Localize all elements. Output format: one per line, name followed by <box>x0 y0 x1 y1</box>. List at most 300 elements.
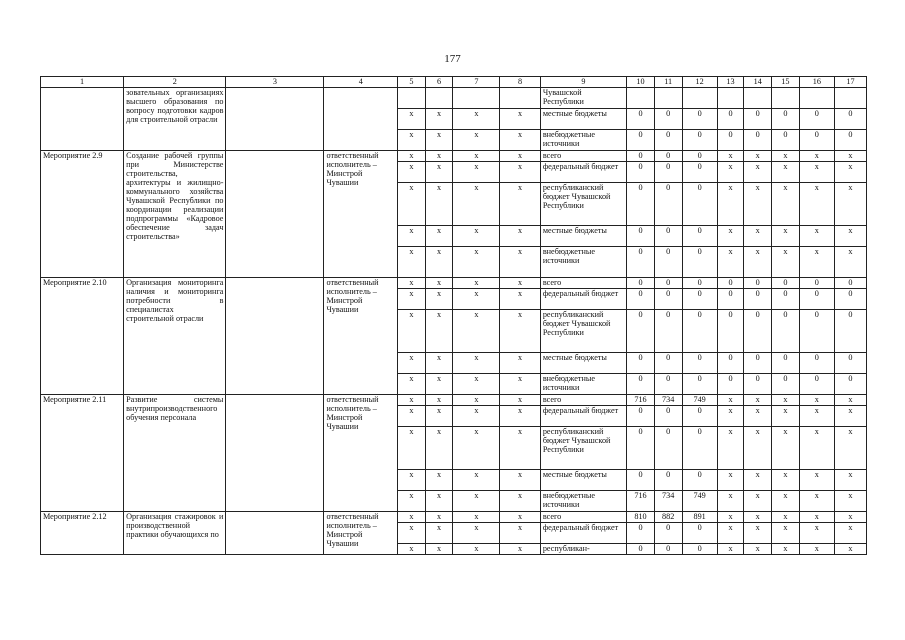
value-cell: 0 <box>682 310 717 353</box>
value-cell: x <box>799 512 834 523</box>
table-row <box>41 151 867 162</box>
column-header: 6 <box>425 77 453 88</box>
measure-title: Развитие системы внутрипроизводственного обучения персонала <box>124 395 226 512</box>
value-cell: 0 <box>682 406 717 427</box>
value-cell <box>834 88 866 109</box>
value-cell: 0 <box>654 183 682 226</box>
value-cell: 0 <box>682 247 717 278</box>
funding-source: федеральный бюджет <box>540 406 626 427</box>
column-header: 17 <box>834 77 866 88</box>
value-cell: x <box>772 512 800 523</box>
code-cell: x <box>500 130 541 151</box>
table-row <box>41 395 867 406</box>
code-cell: x <box>453 406 500 427</box>
value-cell: x <box>834 183 866 226</box>
value-cell: x <box>717 162 744 183</box>
value-cell: x <box>717 491 744 512</box>
value-cell: 0 <box>772 130 800 151</box>
code-cell: x <box>453 395 500 406</box>
value-cell: x <box>772 151 800 162</box>
measure-executor: ответственный исполнитель – Минстрой Чувашии <box>324 151 398 278</box>
code-cell: x <box>453 523 500 544</box>
value-cell <box>627 88 655 109</box>
value-cell: 0 <box>654 162 682 183</box>
value-cell: 0 <box>627 162 655 183</box>
code-cell: x <box>425 226 453 247</box>
code-cell: x <box>500 353 541 374</box>
value-cell: x <box>717 247 744 278</box>
measure-column-3 <box>226 395 324 512</box>
code-cell: x <box>453 183 500 226</box>
column-header: 16 <box>799 77 834 88</box>
value-cell: 0 <box>682 226 717 247</box>
value-cell: 0 <box>627 130 655 151</box>
value-cell: 0 <box>799 310 834 353</box>
code-cell <box>398 88 426 109</box>
table-row <box>41 278 867 289</box>
code-cell <box>453 88 500 109</box>
code-cell: x <box>398 130 426 151</box>
code-cell: x <box>425 491 453 512</box>
value-cell: 0 <box>799 289 834 310</box>
measure-executor <box>324 88 398 151</box>
value-cell: 0 <box>627 353 655 374</box>
code-cell: x <box>425 310 453 353</box>
code-cell: x <box>453 289 500 310</box>
value-cell: 0 <box>744 278 772 289</box>
funding-source: федеральный бюджет <box>540 289 626 310</box>
code-cell: x <box>398 491 426 512</box>
value-cell: 0 <box>627 544 655 555</box>
value-cell: x <box>717 512 744 523</box>
column-header: 4 <box>324 77 398 88</box>
value-cell: 0 <box>627 523 655 544</box>
measure-title: зовательных организациях высшего образования по вопросу подготовки кадров для строительной отрасли <box>124 88 226 151</box>
value-cell: 0 <box>772 278 800 289</box>
value-cell: 0 <box>834 353 866 374</box>
measure-column-3 <box>226 278 324 395</box>
value-cell: 0 <box>799 353 834 374</box>
code-cell: x <box>398 374 426 395</box>
code-cell: x <box>500 395 541 406</box>
value-cell: 0 <box>627 278 655 289</box>
code-cell: x <box>500 427 541 470</box>
funding-source: всего <box>540 151 626 162</box>
value-cell: 0 <box>654 151 682 162</box>
value-cell: 734 <box>654 395 682 406</box>
value-cell: x <box>717 395 744 406</box>
code-cell: x <box>453 427 500 470</box>
code-cell: x <box>425 130 453 151</box>
value-cell: x <box>717 183 744 226</box>
value-cell: 0 <box>654 310 682 353</box>
value-cell: 0 <box>834 289 866 310</box>
funding-source: всего <box>540 278 626 289</box>
code-cell: x <box>453 470 500 491</box>
code-cell: x <box>500 151 541 162</box>
value-cell: 0 <box>834 278 866 289</box>
value-cell: x <box>834 226 866 247</box>
code-cell: x <box>398 226 426 247</box>
measure-executor: ответственный исполнитель – Минстрой Чувашии <box>324 278 398 395</box>
code-cell: x <box>398 310 426 353</box>
code-cell: x <box>425 544 453 555</box>
measure-name: Мероприятие 2.9 <box>41 151 124 278</box>
code-cell: x <box>425 470 453 491</box>
column-header: 5 <box>398 77 426 88</box>
code-cell: x <box>398 247 426 278</box>
value-cell: 0 <box>627 406 655 427</box>
value-cell: x <box>772 395 800 406</box>
code-cell: x <box>425 247 453 278</box>
value-cell: 0 <box>654 427 682 470</box>
value-cell: x <box>744 395 772 406</box>
value-cell: 0 <box>799 374 834 395</box>
value-cell: 734 <box>654 491 682 512</box>
measure-name <box>41 88 124 151</box>
value-cell: x <box>772 247 800 278</box>
value-cell: 0 <box>682 278 717 289</box>
value-cell: x <box>717 226 744 247</box>
value-cell <box>772 88 800 109</box>
value-cell: 0 <box>717 310 744 353</box>
code-cell: x <box>425 406 453 427</box>
value-cell: 0 <box>834 374 866 395</box>
value-cell: 0 <box>654 278 682 289</box>
value-cell: 0 <box>682 353 717 374</box>
column-header: 1 <box>41 77 124 88</box>
value-cell: 716 <box>627 491 655 512</box>
page-number: 177 <box>444 53 461 65</box>
column-header: 7 <box>453 77 500 88</box>
code-cell: x <box>398 395 426 406</box>
value-cell: 0 <box>744 109 772 130</box>
code-cell: x <box>453 226 500 247</box>
code-cell: x <box>425 183 453 226</box>
value-cell: x <box>799 162 834 183</box>
value-cell: x <box>744 470 772 491</box>
value-cell: 0 <box>682 109 717 130</box>
funding-source: республиканский бюджет Чувашской Республики <box>540 310 626 353</box>
funding-source: федеральный бюджет <box>540 523 626 544</box>
code-cell: x <box>453 130 500 151</box>
funding-source: республиканский бюджет Чувашской Республики <box>540 427 626 470</box>
code-cell: x <box>453 162 500 183</box>
value-cell: 0 <box>744 289 772 310</box>
column-header: 2 <box>124 77 226 88</box>
funding-source: федеральный бюджет <box>540 162 626 183</box>
code-cell: x <box>398 427 426 470</box>
value-cell: 0 <box>627 151 655 162</box>
code-cell: x <box>453 247 500 278</box>
code-cell: x <box>398 544 426 555</box>
value-cell: 0 <box>654 130 682 151</box>
code-cell: x <box>398 162 426 183</box>
column-header: 9 <box>540 77 626 88</box>
value-cell: 0 <box>627 427 655 470</box>
value-cell: x <box>717 523 744 544</box>
code-cell: x <box>425 109 453 130</box>
value-cell: x <box>772 162 800 183</box>
value-cell: x <box>772 470 800 491</box>
measure-column-3 <box>226 512 324 555</box>
value-cell: x <box>799 395 834 406</box>
value-cell: x <box>744 544 772 555</box>
value-cell: 0 <box>682 289 717 310</box>
value-cell: x <box>772 544 800 555</box>
code-cell: x <box>500 162 541 183</box>
value-cell: 0 <box>799 109 834 130</box>
value-cell: 0 <box>627 310 655 353</box>
value-cell: 0 <box>654 226 682 247</box>
value-cell: 0 <box>799 130 834 151</box>
value-cell: x <box>717 544 744 555</box>
value-cell: 0 <box>627 247 655 278</box>
value-cell: x <box>744 406 772 427</box>
code-cell <box>425 88 453 109</box>
value-cell: 0 <box>717 374 744 395</box>
value-cell: x <box>772 491 800 512</box>
code-cell: x <box>500 310 541 353</box>
value-cell: 0 <box>834 310 866 353</box>
value-cell: x <box>772 523 800 544</box>
funding-source: Чувашской Республики <box>540 88 626 109</box>
value-cell: x <box>799 226 834 247</box>
code-cell: x <box>500 406 541 427</box>
code-cell: x <box>453 512 500 523</box>
value-cell: 0 <box>744 310 772 353</box>
code-cell: x <box>398 278 426 289</box>
value-cell: 0 <box>682 427 717 470</box>
code-cell: x <box>500 278 541 289</box>
value-cell: 716 <box>627 395 655 406</box>
value-cell: 0 <box>654 406 682 427</box>
funding-source: местные бюджеты <box>540 226 626 247</box>
value-cell: 0 <box>654 353 682 374</box>
value-cell: 0 <box>682 374 717 395</box>
measure-column-3 <box>226 88 324 151</box>
code-cell: x <box>453 278 500 289</box>
code-cell: x <box>500 226 541 247</box>
value-cell: x <box>744 512 772 523</box>
value-cell: 0 <box>772 374 800 395</box>
code-cell: x <box>453 353 500 374</box>
code-cell: x <box>425 395 453 406</box>
value-cell: 0 <box>627 183 655 226</box>
code-cell: x <box>500 109 541 130</box>
code-cell: x <box>500 183 541 226</box>
value-cell: x <box>834 427 866 470</box>
value-cell: 0 <box>627 226 655 247</box>
code-cell: x <box>425 151 453 162</box>
value-cell: 749 <box>682 395 717 406</box>
code-cell: x <box>398 109 426 130</box>
value-cell: 0 <box>682 470 717 491</box>
measure-executor: ответственный исполнитель – Минстрой Чувашии <box>324 395 398 512</box>
value-cell: 0 <box>717 353 744 374</box>
value-cell: 891 <box>682 512 717 523</box>
code-cell: x <box>398 151 426 162</box>
code-cell: x <box>398 289 426 310</box>
value-cell: x <box>799 491 834 512</box>
code-cell: x <box>425 427 453 470</box>
value-cell: 0 <box>682 162 717 183</box>
value-cell: 0 <box>682 523 717 544</box>
code-cell: x <box>453 374 500 395</box>
funding-source: внебюджетные источники <box>540 374 626 395</box>
value-cell: 0 <box>834 109 866 130</box>
code-cell: x <box>425 162 453 183</box>
value-cell: x <box>799 406 834 427</box>
column-header: 14 <box>744 77 772 88</box>
measure-column-3 <box>226 151 324 278</box>
code-cell: x <box>398 470 426 491</box>
code-cell: x <box>500 247 541 278</box>
code-cell: x <box>500 470 541 491</box>
value-cell: 0 <box>717 109 744 130</box>
code-cell: x <box>453 109 500 130</box>
value-cell: x <box>834 544 866 555</box>
value-cell: x <box>744 427 772 470</box>
measure-name: Мероприятие 2.12 <box>41 512 124 555</box>
code-cell: x <box>453 310 500 353</box>
value-cell: 0 <box>744 374 772 395</box>
value-cell <box>799 88 834 109</box>
funding-source: республиканский бюджет Чувашской Республики <box>540 183 626 226</box>
code-cell <box>500 88 541 109</box>
code-cell: x <box>425 523 453 544</box>
value-cell: 0 <box>627 289 655 310</box>
value-cell: 0 <box>682 183 717 226</box>
value-cell: x <box>834 162 866 183</box>
funding-source: местные бюджеты <box>540 353 626 374</box>
column-header: 3 <box>226 77 324 88</box>
value-cell: 0 <box>682 151 717 162</box>
funding-source: местные бюджеты <box>540 470 626 491</box>
value-cell: x <box>834 523 866 544</box>
value-cell: 0 <box>744 353 772 374</box>
value-cell: x <box>744 247 772 278</box>
value-cell <box>654 88 682 109</box>
budget-table <box>40 76 867 555</box>
value-cell: 0 <box>682 544 717 555</box>
value-cell: x <box>772 183 800 226</box>
value-cell <box>717 88 744 109</box>
funding-source: внебюджетные источники <box>540 491 626 512</box>
funding-source: местные бюджеты <box>540 109 626 130</box>
code-cell: x <box>425 353 453 374</box>
value-cell: x <box>799 544 834 555</box>
value-cell: x <box>744 162 772 183</box>
value-cell: 0 <box>717 278 744 289</box>
value-cell: 0 <box>772 310 800 353</box>
code-cell: x <box>398 183 426 226</box>
value-cell: 0 <box>654 470 682 491</box>
value-cell: x <box>799 427 834 470</box>
value-cell: 0 <box>654 523 682 544</box>
code-cell: x <box>500 523 541 544</box>
code-cell: x <box>453 491 500 512</box>
value-cell: 0 <box>834 130 866 151</box>
code-cell: x <box>453 151 500 162</box>
value-cell: 0 <box>654 247 682 278</box>
value-cell: x <box>834 395 866 406</box>
value-cell: 0 <box>799 278 834 289</box>
value-cell: 0 <box>772 109 800 130</box>
code-cell: x <box>500 512 541 523</box>
value-cell: x <box>717 427 744 470</box>
measure-executor: ответственный исполнитель – Минстрой Чувашии <box>324 512 398 555</box>
value-cell: 0 <box>772 353 800 374</box>
code-cell: x <box>500 374 541 395</box>
value-cell: x <box>772 406 800 427</box>
funding-source: республикан- <box>540 544 626 555</box>
column-header: 11 <box>654 77 682 88</box>
value-cell: x <box>834 247 866 278</box>
value-cell: x <box>834 512 866 523</box>
value-cell: 0 <box>682 130 717 151</box>
funding-source: внебюджетные источники <box>540 247 626 278</box>
value-cell: 0 <box>744 130 772 151</box>
value-cell: 810 <box>627 512 655 523</box>
value-cell: 0 <box>654 109 682 130</box>
measure-title: Организация мониторинга наличия и мониторинга потребности в специалистах строительной отрасли <box>124 278 226 395</box>
code-cell: x <box>425 512 453 523</box>
value-cell: x <box>744 491 772 512</box>
value-cell: 0 <box>627 374 655 395</box>
measure-title: Организация стажировок и производственной практики обучающихся по <box>124 512 226 555</box>
value-cell: x <box>834 470 866 491</box>
code-cell: x <box>453 544 500 555</box>
value-cell: 749 <box>682 491 717 512</box>
code-cell: x <box>398 353 426 374</box>
value-cell: x <box>834 151 866 162</box>
value-cell: x <box>799 247 834 278</box>
code-cell: x <box>500 544 541 555</box>
measure-title: Создание рабочей группы при Министерстве строительства, архитектуры и жилищно-коммунального хозяйства Чувашской Республики по координации реализации подпрограммы «Кадровое обеспечение задач строительства» <box>124 151 226 278</box>
column-header: 12 <box>682 77 717 88</box>
value-cell <box>744 88 772 109</box>
code-cell: x <box>425 374 453 395</box>
code-cell: x <box>500 289 541 310</box>
funding-source: всего <box>540 395 626 406</box>
funding-source: внебюджетные источники <box>540 130 626 151</box>
value-cell: x <box>744 183 772 226</box>
value-cell: x <box>772 427 800 470</box>
column-header: 8 <box>500 77 541 88</box>
value-cell: x <box>799 523 834 544</box>
value-cell <box>682 88 717 109</box>
value-cell: x <box>799 470 834 491</box>
code-cell: x <box>398 523 426 544</box>
measure-name: Мероприятие 2.11 <box>41 395 124 512</box>
value-cell: 0 <box>654 544 682 555</box>
column-header: 10 <box>627 77 655 88</box>
value-cell: 0 <box>654 374 682 395</box>
value-cell: 0 <box>654 289 682 310</box>
value-cell: 0 <box>717 130 744 151</box>
code-cell: x <box>398 512 426 523</box>
measure-name: Мероприятие 2.10 <box>41 278 124 395</box>
funding-source: всего <box>540 512 626 523</box>
column-header: 13 <box>717 77 744 88</box>
value-cell: x <box>744 523 772 544</box>
value-cell: x <box>717 151 744 162</box>
value-cell: x <box>834 491 866 512</box>
value-cell: x <box>744 226 772 247</box>
value-cell: 0 <box>717 289 744 310</box>
value-cell: x <box>834 406 866 427</box>
